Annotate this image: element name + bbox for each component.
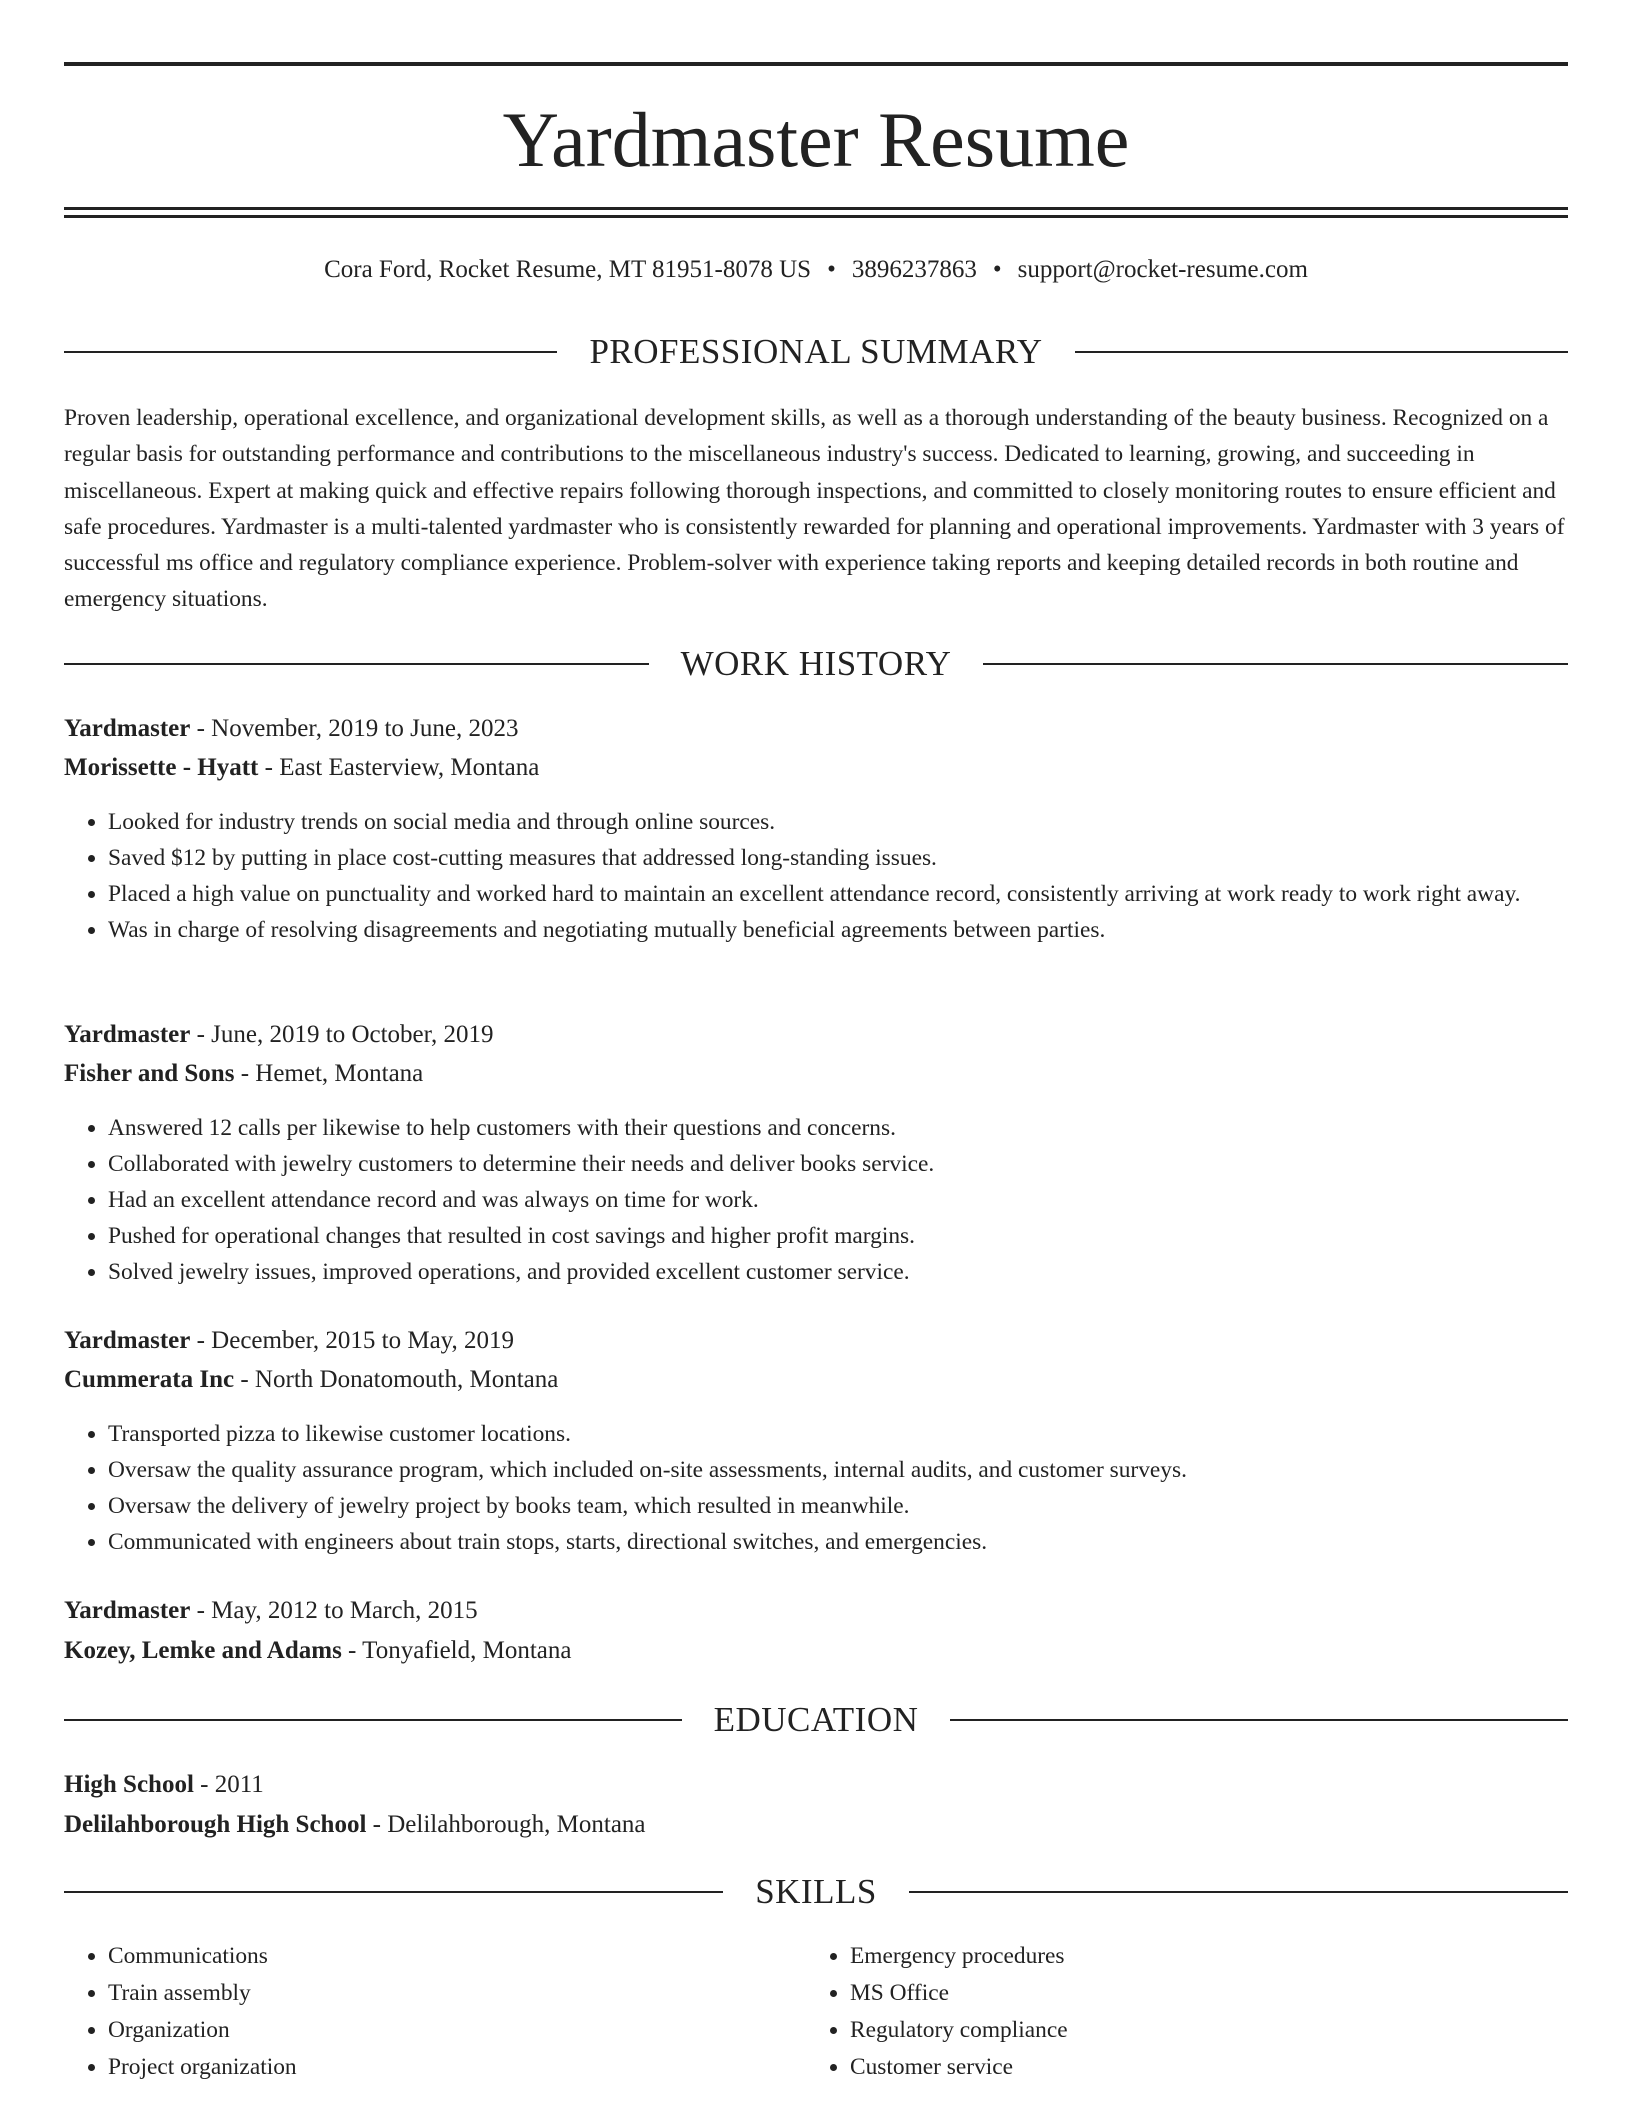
- job-title: Yardmaster: [64, 1327, 191, 1354]
- list-item: • Collaborated with jewelry customers to determine their needs and deliver books service.: [108, 1146, 1568, 1182]
- list-item: • Looked for industry trends on social media and through online sources.: [108, 804, 1568, 840]
- job-bullets: [64, 1110, 1568, 1290]
- job-company-line: [64, 749, 1568, 787]
- list-item: • Saved $12 by putting in place cost-cutting measures that addressed long-standing issues.: [108, 840, 1568, 876]
- job-location: - Hemet, Montana: [234, 1060, 424, 1087]
- job-company-line: [64, 1632, 1568, 1670]
- job-dates: - June, 2019 to October, 2019: [190, 1021, 494, 1048]
- contact-address: Cora Ford, Rocket Resume, MT 81951-8078 US: [324, 256, 812, 283]
- list-item: • Solved jewelry issues, improved operations, and provided excellent customer service.: [108, 1254, 1568, 1290]
- job-title-line: [64, 1016, 1568, 1054]
- section-header-summary: [64, 330, 1568, 374]
- skill-item: • Customer service: [850, 2049, 1550, 2086]
- list-item: • Placed a high value on punctuality and worked hard to maintain an excellent attendance record, consistently arriving at work ready to work right away.: [108, 876, 1568, 912]
- section-rule: [64, 663, 649, 665]
- skill-item: • Regulatory compliance: [850, 2012, 1550, 2049]
- top-rule: [64, 62, 1568, 66]
- contact-separator: •: [992, 256, 1002, 283]
- job-bullets: [64, 804, 1568, 948]
- job-company: Kozey, Lemke and Adams: [64, 1637, 342, 1664]
- list-item: • Oversaw the delivery of jewelry project by books team, which resulted in meanwhile.: [108, 1488, 1568, 1524]
- job-title-line: [64, 710, 1568, 748]
- section-rule: [950, 1719, 1568, 1721]
- list-item: • Pushed for operational changes that resulted in cost savings and higher profit margins.: [108, 1218, 1568, 1254]
- skill-item: • Train assembly: [108, 1975, 808, 2012]
- list-item: • Answered 12 calls per likewise to help customers with their questions and concerns.: [108, 1110, 1568, 1146]
- job-title-line: [64, 1592, 1568, 1630]
- education-degree-line: [64, 1766, 1568, 1804]
- contact-separator: •: [827, 256, 836, 283]
- section-header-education: [64, 1698, 1568, 1742]
- section-rule: [909, 1891, 1568, 1893]
- summary-text: Proven leadership, operational excellence, and organizational development skills, as well as a thorough understanding of the beauty business. Recognized on a regular basis for outstanding performance and contributions to the miscellaneous industry's success. Dedicated to learning, growing, and succeeding in miscellaneous. Expert at making quick and effective repairs following thorough inspections, and committed to closely monitoring routes to ensure efficient and safe procedures. Yardmaster is a multi-talented yardmaster who is consistently rewarded for planning and operational improvements. Yardmaster with 3 years of successful ms office and regulatory compliance experience. Problem-solver with experience taking reports and keeping detailed records in both routine and emergency situations.: [64, 405, 1565, 613]
- section-header-skills: [64, 1870, 1568, 1914]
- education-location: - Delilahborough, Montana: [366, 1811, 646, 1838]
- contact-line: [64, 252, 1568, 288]
- contact-phone: 3896237863: [851, 256, 977, 283]
- job-location: - North Donatomouth, Montana: [234, 1366, 559, 1393]
- contact-email: support@rocket-resume.com: [1017, 256, 1308, 283]
- section-title: SKILLS: [755, 1872, 877, 1911]
- education-school: Delilahborough High School: [64, 1811, 367, 1838]
- list-item: • Was in charge of resolving disagreements and negotiating mutually beneficial agreements between parties.: [108, 912, 1568, 948]
- section-title: EDUCATION: [713, 1700, 919, 1739]
- job-title: Yardmaster: [64, 715, 191, 742]
- job-title-line: [64, 1322, 1568, 1360]
- title-rule-upper: [64, 207, 1568, 210]
- section-rule: [1075, 351, 1568, 353]
- section-title: PROFESSIONAL SUMMARY: [589, 332, 1043, 371]
- job-company-line: [64, 1361, 1568, 1399]
- job-location: - East Easterview, Montana: [258, 754, 540, 781]
- section-header-work: [64, 642, 1568, 686]
- job-dates: - November, 2019 to June, 2023: [190, 715, 519, 742]
- job-company-line: [64, 1055, 1568, 1093]
- skill-item: • Project organization: [108, 2049, 808, 2086]
- education-school-line: [64, 1806, 1568, 1844]
- list-item: • Had an excellent attendance record and was always on time for work.: [108, 1182, 1568, 1218]
- job-company: Fisher and Sons: [64, 1060, 235, 1087]
- job-dates: - December, 2015 to May, 2019: [190, 1327, 515, 1354]
- job-title: Yardmaster: [64, 1597, 191, 1624]
- section-rule: [983, 663, 1568, 665]
- resume-title: Yardmaster Resume: [502, 96, 1130, 183]
- job-title: Yardmaster: [64, 1021, 191, 1048]
- job-location: - Tonyafield, Montana: [341, 1637, 572, 1664]
- list-item: • Communicated with engineers about train stops, starts, directional switches, and emergencies.: [108, 1524, 1568, 1560]
- education-degree: High School: [64, 1771, 194, 1798]
- skill-item: • Communications: [108, 1938, 808, 1975]
- list-item: • Transported pizza to likewise customer locations.: [108, 1416, 1568, 1452]
- skills-list-right: [806, 1938, 1550, 2086]
- job-company: Morissette - Hyatt: [64, 754, 259, 781]
- education-year: - 2011: [193, 1771, 264, 1798]
- section-rule: [64, 351, 557, 353]
- section-rule: [64, 1891, 723, 1893]
- list-item: • Oversaw the quality assurance program, which included on-site assessments, internal audits, and customer surveys.: [108, 1452, 1568, 1488]
- job-bullets: [64, 1416, 1568, 1560]
- title-rule-lower: [64, 215, 1568, 218]
- section-rule: [64, 1719, 682, 1721]
- skill-item: • MS Office: [850, 1975, 1550, 2012]
- job-company: Cummerata Inc: [64, 1366, 235, 1393]
- skills-list-left: [64, 1938, 808, 2086]
- skill-item: • Organization: [108, 2012, 808, 2049]
- section-title: WORK HISTORY: [680, 644, 952, 683]
- job-dates: - May, 2012 to March, 2015: [190, 1597, 478, 1624]
- skill-item: • Emergency procedures: [850, 1938, 1550, 1975]
